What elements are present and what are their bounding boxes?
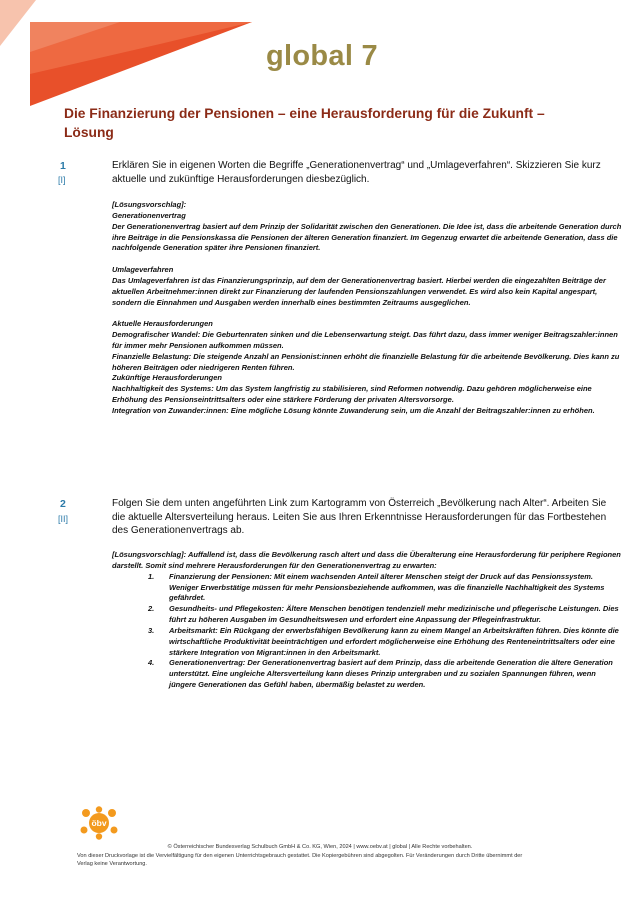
page-title: Die Finanzierung der Pensionen – eine Herausforderung für die Zukunft – Lösung xyxy=(64,106,545,140)
generationenvertrag-heading: Generationenvertrag xyxy=(112,210,186,220)
demographic-change-text: Demografischer Wandel: Die Geburtenraten sinken und die Lebenserwartung steigt. Das führt dazu, dass immer weniger Beitragszahler:innen für immer mehr Pensionen aufkommen müssen. xyxy=(112,330,618,350)
task-number: 2 xyxy=(60,498,66,510)
task-number: 1 xyxy=(60,160,66,172)
immigration-text: Integration von Zuwander:innen: Eine mögliche Lösung könnte Zuwanderung sein, um die Anzahl der Beitragszahler:innen zu erhöhen. xyxy=(112,405,595,415)
brand-title: global 7 xyxy=(266,40,378,72)
umlageverfahren-text: Das Umlageverfahren ist das Finanzierungsprinzip, auf dem der Generationenvertrag basiert. Hierbei werden die eingezahlten Beiträge der aktuellen Arbeitnehmer:innen direkt zur Finanzierung der laufenden Pensionszahlungen verwendet. Es wird also kein Kapital angespart, sondern die Einnahmen und Ausgaben werden innerhalb eines bestimmten Zeitraums ausgeglichen. xyxy=(112,275,606,307)
generationenvertrag-text: Der Generationenvertrag basiert auf dem Prinzip der Solidarität zwischen den Generationen. Die Idee ist, dass die arbeitende Generation durch ihre Beiträge in die Pensionskassa die Pensionen der älteren Generation finanziert. Im Gegenzug erwartet die arbeitende Generation, dass die nachfolgende Generation später ihre Pensionen finanziert. xyxy=(112,221,622,253)
list-item: 2. Gesundheits- und Pflegekosten: Ältere Menschen benötigen tendenziell mehr medizinische und pflegerische Leistungen. Dies führt zu höheren Ausgaben im Gesundheitswesen und erfordert eine Anpassung der Pflegeinfrastruktur. xyxy=(148,604,619,625)
task-prompt: Folgen Sie dem unten angeführten Link zum Kartogramm von Österreich „Bevölkerung nach Alter“. Arbeiten Sie die aktuelle Altersverteilung heraus. Leiten Sie aus Ihren Erkenntnisse Herausforderungen für das Fortbestehen des Generationenvertrags ab. xyxy=(112,498,607,536)
solution-block xyxy=(112,200,624,417)
task-prompt: Erklären Sie in eigenen Worten die Begriffe „Generationenvertrag“ und „Umlageverfahren“. Skizzieren Sie kurz aktuelle und zukünftige Herausforderungen diesbezüglich. xyxy=(112,160,601,185)
financial-burden-text: Finanzielle Belastung: Die steigende Anzahl an Pensionist:innen erhöht die finanzielle Belastung für die arbeitende Bevölkerung. Dies kann zu höheren Beiträgen oder niedrigeren Renten führen. xyxy=(112,351,620,372)
task-level: [II] xyxy=(58,514,69,524)
footer-usage: Von dieser Druckvorlage ist die Vervielfältigung für den eigenen Unterrichtsgebrauch gestattet. Die Kopiergebühren sind abgegolten. Für Veränderungen durch Dritte übernimmt der xyxy=(77,853,523,859)
umlageverfahren-heading: Umlageverfahren xyxy=(112,265,174,275)
sustainability-text: Nachhaltigkeit des Systems: Um das System langfristig zu stabilisieren, sind Reformen notwendig. Dazu gehören möglicherweise eine Erhöhung des Pensionseintrittsalters oder eine stärkere Förderung der privaten Altersvorsorge. xyxy=(112,384,592,405)
header-banner xyxy=(0,0,260,108)
obv-logo-icon xyxy=(78,806,120,840)
future-challenges-heading: Zukünftige Herausforderungen xyxy=(112,373,223,383)
footer-usage-2: Verlag keine Verantwortung. xyxy=(77,861,147,867)
footer-copyright: © Österreichischer Bundesverlag Schulbuch GmbH & Co. KG, Wien, 2024 | www.oebv.at | global | Alle Rechte vorbehalten. xyxy=(167,844,473,850)
challenge-list xyxy=(112,572,624,691)
solution-label: [Lösungsvorschlag]: xyxy=(112,200,187,209)
logo-text: öbv xyxy=(91,818,107,828)
list-item: 3. Arbeitsmarkt: Ein Rückgang der erwerbsfähigen Bevölkerung kann zu einem Mangel an Arbeitskräften führen. Dies könnte die wirtschaftliche Produktivität beeinträchtigen und erfordert möglicherweise eine Erhöhung des Renteneintrittsalters oder eine stärkere Integration von Migrant:innen in den Arbeitsmarkt. xyxy=(148,625,619,657)
solution-block xyxy=(112,550,624,691)
list-item: 4. Generationenvertrag: Der Generationenvertrag basiert auf dem Prinzip, dass die arbeitende Generation die ältere Generation unterstützt. Eine ungleiche Altersverteilung kann dieses Prinzip untergraben und zu sozialen Spannungen führen, wenn jüngere Generationen das Gefühl haben, übermäßig belastet zu werden. xyxy=(148,658,613,690)
task-level: [I] xyxy=(58,175,66,185)
current-challenges-heading: Aktuelle Herausforderungen xyxy=(112,319,213,329)
list-item: 1. Finanzierung der Pensionen: Mit einem wachsenden Anteil älterer Menschen steigt der Druck auf das Pensionssystem. Weniger Erwerbstätige müssen für mehr Pensionsbeziehende aufkommen, was die finanzielle Nachhaltigkeit des Systems gefährdet. xyxy=(148,571,605,603)
solution-intro: [Lösungsvorschlag]: Auffallend ist, dass die Bevölkerung rasch altert und dass die Überalterung eine Herausforderung für periphere Regionen darstellt. Somit sind mehrere Herausforderungen für den Generationenvertrag zu erwarten: xyxy=(112,550,621,570)
